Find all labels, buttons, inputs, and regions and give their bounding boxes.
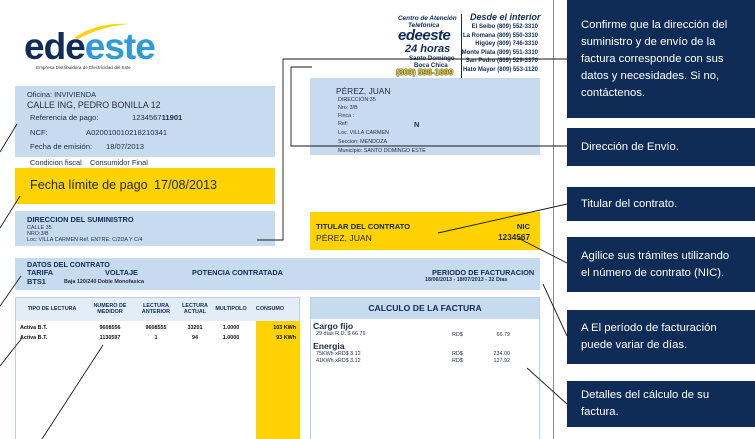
nic-value: 1234567: [498, 233, 530, 242]
holder-name: PÉREZ, JUAN: [316, 233, 372, 243]
fixed-charge-amount: 66.79: [496, 332, 510, 338]
row-actual: 94: [192, 335, 198, 341]
callout-text: Confirme que la dirección del suministro y de envío de la factura corresponde con sus datos y necesidades. Si no, contáctenos.: [581, 18, 728, 99]
issue-date-label: Fecha de emisión:: [30, 142, 93, 151]
call-center-subtitle: Telefónica: [408, 22, 440, 29]
due-date-value: 17/08/2013: [154, 178, 218, 192]
mailing-finca: Finca :: [338, 113, 355, 119]
logo-text-light: este: [84, 26, 155, 67]
callout-nic: [567, 237, 755, 292]
callout-text: A El período de facturación puede variar de días.: [581, 322, 717, 351]
periodo-value: 18/06/2013 - 18/07/2013 - 32 Días: [425, 277, 508, 283]
office-address: CALLE ING, PEDRO BONILLA 12: [27, 100, 161, 110]
interior-phone-line: San Pedro (809) 529-3370: [465, 58, 538, 65]
interior-phone-line: Higüey (809) 746-3310: [475, 41, 538, 48]
energy-line-currency: RD$: [452, 358, 463, 364]
call-center-area-2: Boca Chica: [414, 61, 448, 69]
logo-wordmark: [24, 28, 155, 65]
row-multipolo: 1.0000: [222, 335, 240, 341]
callout-text: Agilice sus trámites utilizando el número de contrato (NIC).: [581, 249, 730, 279]
fiscal-value: Consumidor Final: [90, 158, 148, 167]
interior-title: Desde el interior: [470, 12, 541, 22]
header-consumo: CONSUMO: [255, 306, 285, 312]
call-center-phone: (809) 598-1699: [396, 67, 454, 77]
fixed-charge-label: Cargo fijo: [313, 321, 354, 331]
issue-date-value: 18/07/2013: [106, 142, 145, 151]
energy-label: Energia: [313, 341, 345, 351]
mailing-ref-code: N: [414, 119, 420, 129]
energy-line-detail: 75KWh xRD$ 3.12: [316, 351, 361, 357]
header-medidor-2: MEDIDOR: [97, 309, 123, 315]
energy-line-detail: 41KWh xRD$ 3.12: [316, 358, 361, 364]
row-multipolo: 1.0000: [222, 325, 240, 331]
mailing-direccion: DIRECCIÓN:35: [338, 97, 376, 103]
callout-calculation-details: [567, 381, 755, 427]
supply-title: DIRECCION DEL SUMINISTRO: [27, 215, 134, 224]
callout-text: Dirección de Envío.: [581, 140, 679, 153]
row-medidor: 9608556: [99, 325, 121, 331]
row-tipo: Activa B.T.: [20, 325, 48, 331]
fixed-charge-currency: RD$: [452, 332, 463, 338]
call-center-brand: edeeste: [398, 27, 451, 44]
potencia-label: POTENCIA CONTRATADA: [192, 268, 284, 277]
office-label: Oficina: INVIVIENDA: [27, 90, 96, 99]
supply-nro: NRO:3/B: [27, 231, 49, 237]
mailing-name: PÉREZ, JUAN: [336, 86, 391, 96]
callout-text: Detalles del cálculo de su factura.: [581, 389, 710, 418]
header-actual-2: ACTUAL: [183, 309, 207, 315]
callout-address-confirm: [567, 0, 755, 118]
ncf-label: NCF:: [30, 128, 48, 137]
row-anterior: 9608555: [145, 325, 167, 331]
row-medidor: 1130597: [99, 335, 121, 341]
voltaje-value: Baja 120/240 Doble Monofasica: [64, 279, 144, 285]
mailing-seccion: Seccion: MENDOZA: [338, 139, 388, 145]
contract-title: DATOS DEL CONTRATO: [27, 260, 110, 269]
payment-ref-value-a: 1234567: [132, 113, 162, 122]
row-anterior: 1: [154, 335, 158, 341]
logo-tagline: Empresa Distribuidora de Electricidad del Este: [36, 65, 131, 70]
payment-ref-value: [132, 113, 182, 122]
callout-billing-period: [567, 310, 755, 364]
row-tipo: Activa B.T.: [20, 335, 48, 341]
payment-ref-value-b: 11901: [161, 113, 183, 122]
callout-mailing-address: [567, 128, 755, 166]
nic-label: NIC: [516, 222, 530, 231]
call-center-area-1: Santo Domingo: [409, 55, 455, 62]
ncf-value: A020010010218210341: [86, 128, 168, 137]
periodo-label: PERIODO DE FACTURACION: [432, 268, 535, 277]
contract-holder-box: [310, 212, 540, 250]
energy-line-currency: RD$: [452, 351, 463, 357]
mailing-ref: Ref:: [338, 121, 348, 127]
calculation-title: CALCULO DE LA FACTURA: [368, 303, 482, 313]
interior-phone-line: El Seibo (809) 552-3310: [471, 24, 538, 30]
row-consumo: 103 KWh: [273, 325, 296, 331]
mailing-nro: Nro: 3/B: [338, 105, 358, 111]
header-anterior-2: ANTERIOR: [141, 309, 171, 315]
header-anterior-1: LECTURA: [143, 303, 169, 309]
interior-phone-line: La Romana (809) 550-3310: [462, 32, 538, 39]
due-date-label: Fecha límite de pago: [30, 178, 148, 192]
energy-line-amount: 127.92: [493, 358, 510, 364]
supply-street: CALLE 35: [27, 225, 52, 231]
header-medidor-1: NUMERO DE: [93, 303, 127, 309]
header-actual-1: LECTURA: [182, 303, 208, 309]
payment-ref-label: Referencia de pago:: [30, 113, 99, 122]
logo-text-dark: ede: [24, 26, 85, 67]
energy-line-amount: 234.00: [493, 351, 510, 357]
row-actual: 33201: [187, 325, 203, 331]
row-consumo: 93 KWh: [276, 335, 296, 341]
interior-phone-line: Hato Mayor (809) 553-1120: [462, 67, 538, 73]
holder-title: TITULAR DEL CONTRATO: [316, 222, 411, 231]
tarifa-label: TARIFA: [27, 268, 54, 277]
voltaje-label: VOLTAJE: [105, 268, 138, 277]
call-center-hours: 24 horas: [405, 43, 451, 55]
mailing-loc: Loc. VILLA CARMEN: [338, 130, 389, 136]
tarifa-value: BTS1: [27, 277, 46, 286]
interior-phone-line: Monte Plata (809) 551-3310: [461, 49, 538, 56]
callout-text: Titular del contrato.: [581, 197, 678, 210]
fixed-charge-detail: 29 días R.D. $ 66.79: [316, 331, 366, 337]
call-center-title: Centro de Atención: [398, 15, 457, 22]
mailing-municipio: Municipio: SANTO DOMINGO ESTE: [338, 148, 426, 154]
header-multipolo: MULTIPOLO: [215, 306, 247, 312]
callout-contract-holder: [567, 187, 755, 221]
header-tipo: TIPO DE LECTURA: [27, 306, 77, 312]
supply-loc: Loc: VILLA CARMEN Ref. ENTRE: C/2DA Y C/4: [27, 237, 143, 243]
fiscal-label: Condicion fiscal: [30, 158, 82, 167]
